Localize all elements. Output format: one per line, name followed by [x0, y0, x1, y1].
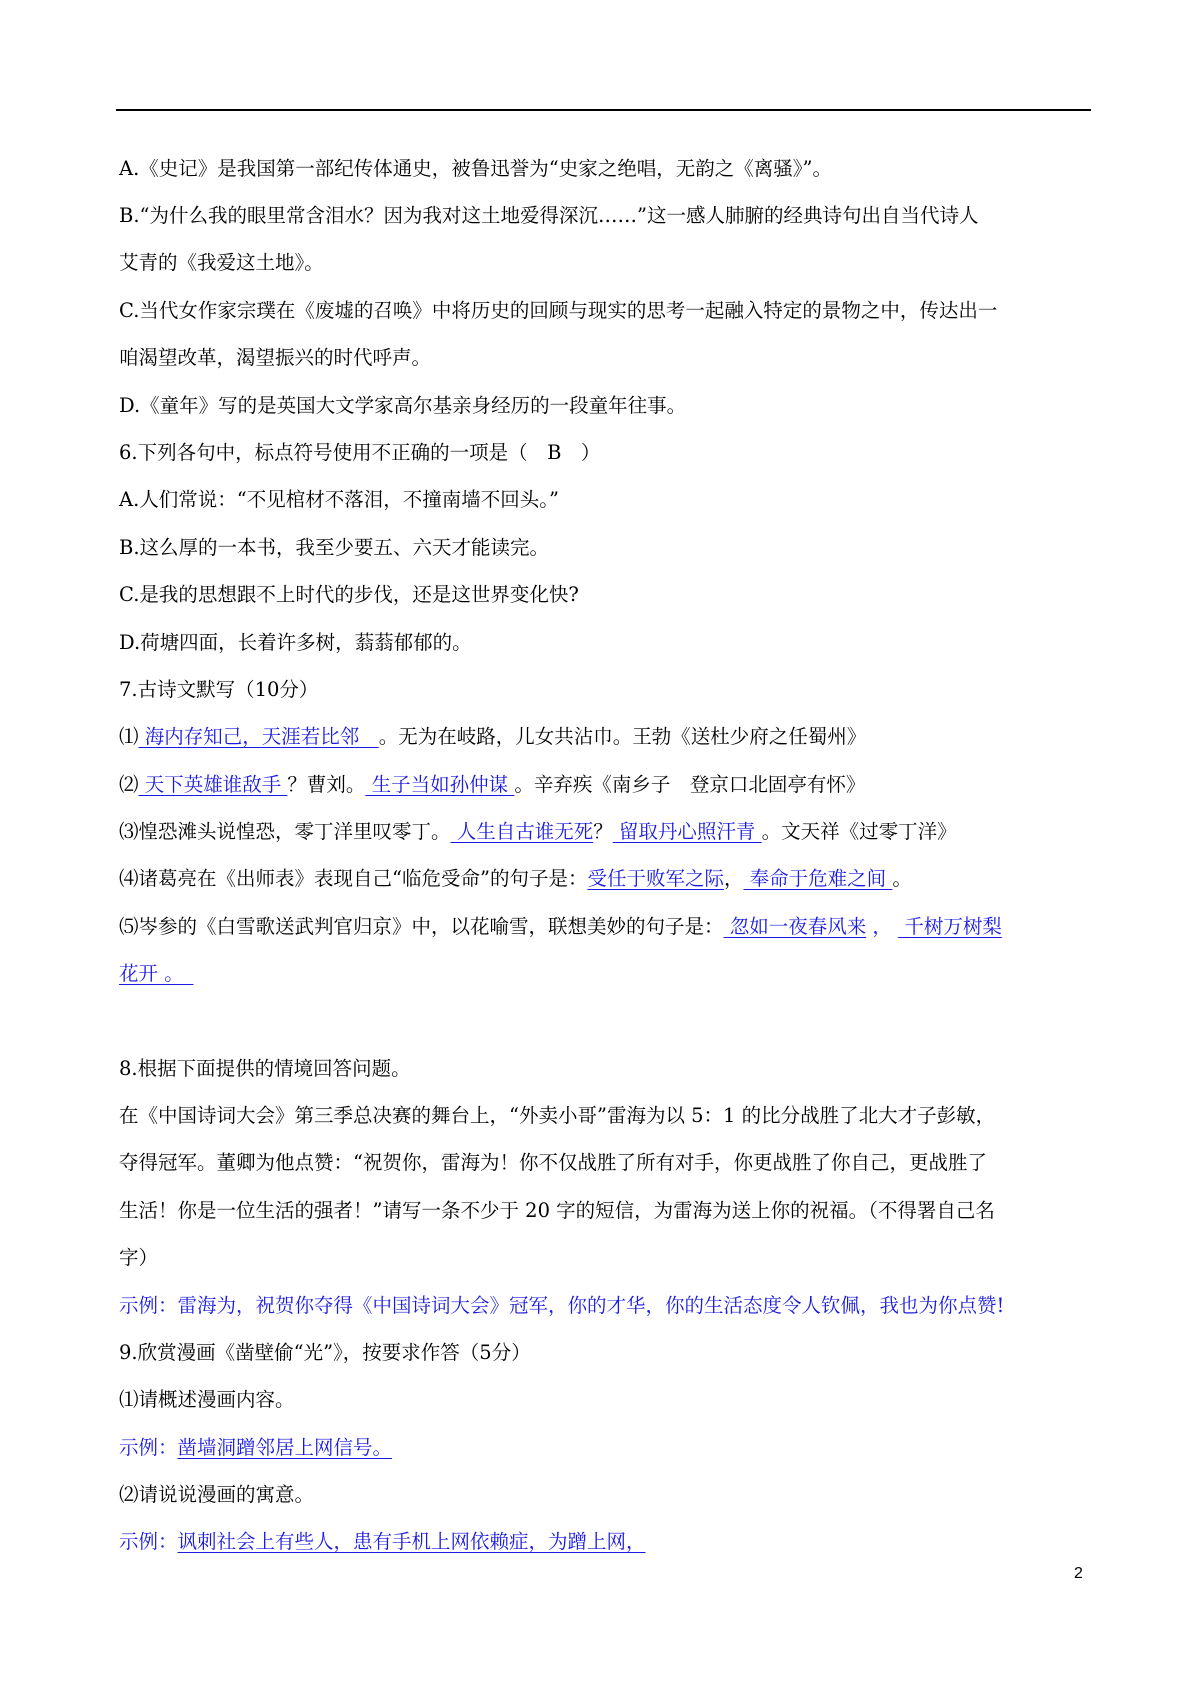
q7-item-2-number: ⑵ [119, 773, 139, 796]
q8-passage-line-4: 字） [119, 1246, 159, 1269]
q7-item-4-mid: ， [723, 867, 744, 890]
q7-item-4-answer-2: 奉命于危难之间 [743, 867, 893, 890]
q7-item-4-prefix: ⑷诸葛亮在《出师表》表现自己“临危受命”的句子是： [119, 867, 588, 890]
q7-item-5 [119, 912, 1002, 942]
q7-item-3-mid: ？ [593, 820, 613, 843]
q6-option-d: D.荷塘四面，长着许多树，蓊蓊郁郁的。 [119, 631, 472, 654]
q8-example-answer: 示例：雷海为，祝贺你夺得《中国诗词大会》冠军，你的才华，你的生活态度令人钦佩，我也为你点赞! [119, 1294, 1005, 1317]
q7-item-5-prefix: ⑸岑参的《白雪歌送武判官归京》中，以花喻雪，联想美妙的句子是： [119, 915, 724, 938]
q5-option-b-line2: 艾青的《我爱这土地》。 [119, 251, 324, 274]
q7-item-5-answer-2: 千树万树梨 [898, 915, 1002, 938]
q5-option-c-line2: 咱渴望改革，渴望振兴的时代呼声。 [119, 346, 432, 369]
q9-sub-2-label: 示例： [119, 1530, 178, 1553]
q5-option-a: A.《史记》是我国第一部纪传体通史，被鲁迅誉为“史家之绝唱，无韵之《离骚》”。 [119, 157, 832, 180]
q5-option-c-line1: C.当代女作家宗璞在《废墟的召唤》中将历史的回顾与现实的思考一起融入特定的景物之中，传达出一 [119, 299, 998, 322]
q9-sub-1: ⑴请概述漫画内容。 [119, 1388, 295, 1411]
q7-item-5-mid: ， [866, 915, 899, 938]
q7-item-3-prefix: ⑶惶恐滩头说惶恐，零丁洋里叹零丁。 [119, 820, 451, 843]
q9-sub-2-answer [119, 1527, 646, 1557]
q7-item-1-number: ⑴ [119, 725, 139, 748]
q6-option-a: A.人们常说：“不见棺材不落泪，不撞南墙不回头。” [119, 488, 559, 511]
q9-stem: 9.欣赏漫画《凿壁偷“光”》，按要求作答（5分） [119, 1341, 531, 1364]
q7-item-5-answer-1: 忽如一夜春风来 [723, 915, 867, 938]
q7-item-4 [119, 864, 912, 894]
q7-item-5-answer-2-continued: 花开 。 [119, 962, 194, 985]
q7-item-2-mid: ？曹刘。 [287, 773, 366, 796]
q7-item-5-continued [119, 959, 193, 989]
q7-item-3-answer-2: 留取丹心照汗青 [612, 820, 762, 843]
q9-sub-1-answer-text: 凿墙洞蹭邻居上网信号。 [177, 1436, 393, 1459]
q7-item-4-text: 。 [892, 867, 912, 890]
q9-sub-2: ⑵请说说漫画的寓意。 [119, 1483, 315, 1506]
q8-passage-line-1: 在《中国诗词大会》第三季总决赛的舞台上，“外卖小哥”雷海为以 5：1 的比分战胜了北大才子彭敏， [119, 1104, 996, 1127]
q6-option-c: C.是我的思想跟不上时代的步伐，还是这世界变化快? [119, 583, 579, 606]
q8-stem: 8.根据下面提供的情境回答问题。 [119, 1057, 411, 1080]
q7-item-1-text: 。无为在岐路，儿女共沾巾。王勃《送杜少府之任蜀州》 [378, 725, 867, 748]
q7-item-3-answer-1: 人生自古谁无死 [450, 820, 594, 843]
q7-item-1 [119, 722, 866, 752]
q7-item-2-text: 。辛弃疾《南乡子 登京口北固亭有怀》 [514, 773, 866, 796]
q5-option-d: D.《童年》写的是英国大文学家高尔基亲身经历的一段童年往事。 [119, 394, 687, 417]
header-rule [116, 109, 1091, 111]
q7-item-2-answer-1: 天下英雄谁敌手 [138, 773, 288, 796]
q5-option-b-line1: B.“为什么我的眼里常含泪水？因为我对这土地爱得深沉……”这一感人肺腑的经典诗句出自当代诗人 [119, 204, 979, 227]
q7-item-1-answer: 海内存知己，天涯若比邻 [138, 725, 379, 748]
q8-passage-line-2: 夺得冠军。董卿为他点赞：“祝贺你，雷海为！你不仅战胜了所有对手，你更战胜了你自己，更战胜了 [119, 1151, 987, 1174]
q6-stem: 6.下列各句中，标点符号使用不正确的一项是（ B ） [119, 441, 601, 464]
page-number: 2 [1074, 1565, 1083, 1582]
q8-passage-line-3: 生活！你是一位生活的强者！”请写一条不少于 20 字的短信，为雷海为送上你的祝福。（不得署自己名 [119, 1199, 995, 1222]
q7-item-3-text: 。文天祥《过零丁洋》 [761, 820, 957, 843]
q9-sub-1-label: 示例： [119, 1436, 178, 1459]
q7-stem: 7.古诗文默写（10分） [119, 678, 319, 701]
q9-sub-2-answer-text: 讽刺社会上有些人，患有手机上网依赖症，为蹭上网， [177, 1530, 646, 1553]
q9-sub-1-answer [119, 1433, 392, 1463]
q7-item-4-answer-1: 受任于败军之际 [587, 867, 724, 890]
q7-item-2 [119, 770, 865, 800]
q7-item-2-answer-2: 生子当如孙仲谋 [365, 773, 515, 796]
q6-option-b: B.这么厚的一本书，我至少要五、六天才能读完。 [119, 536, 550, 559]
q7-item-3 [119, 817, 957, 847]
